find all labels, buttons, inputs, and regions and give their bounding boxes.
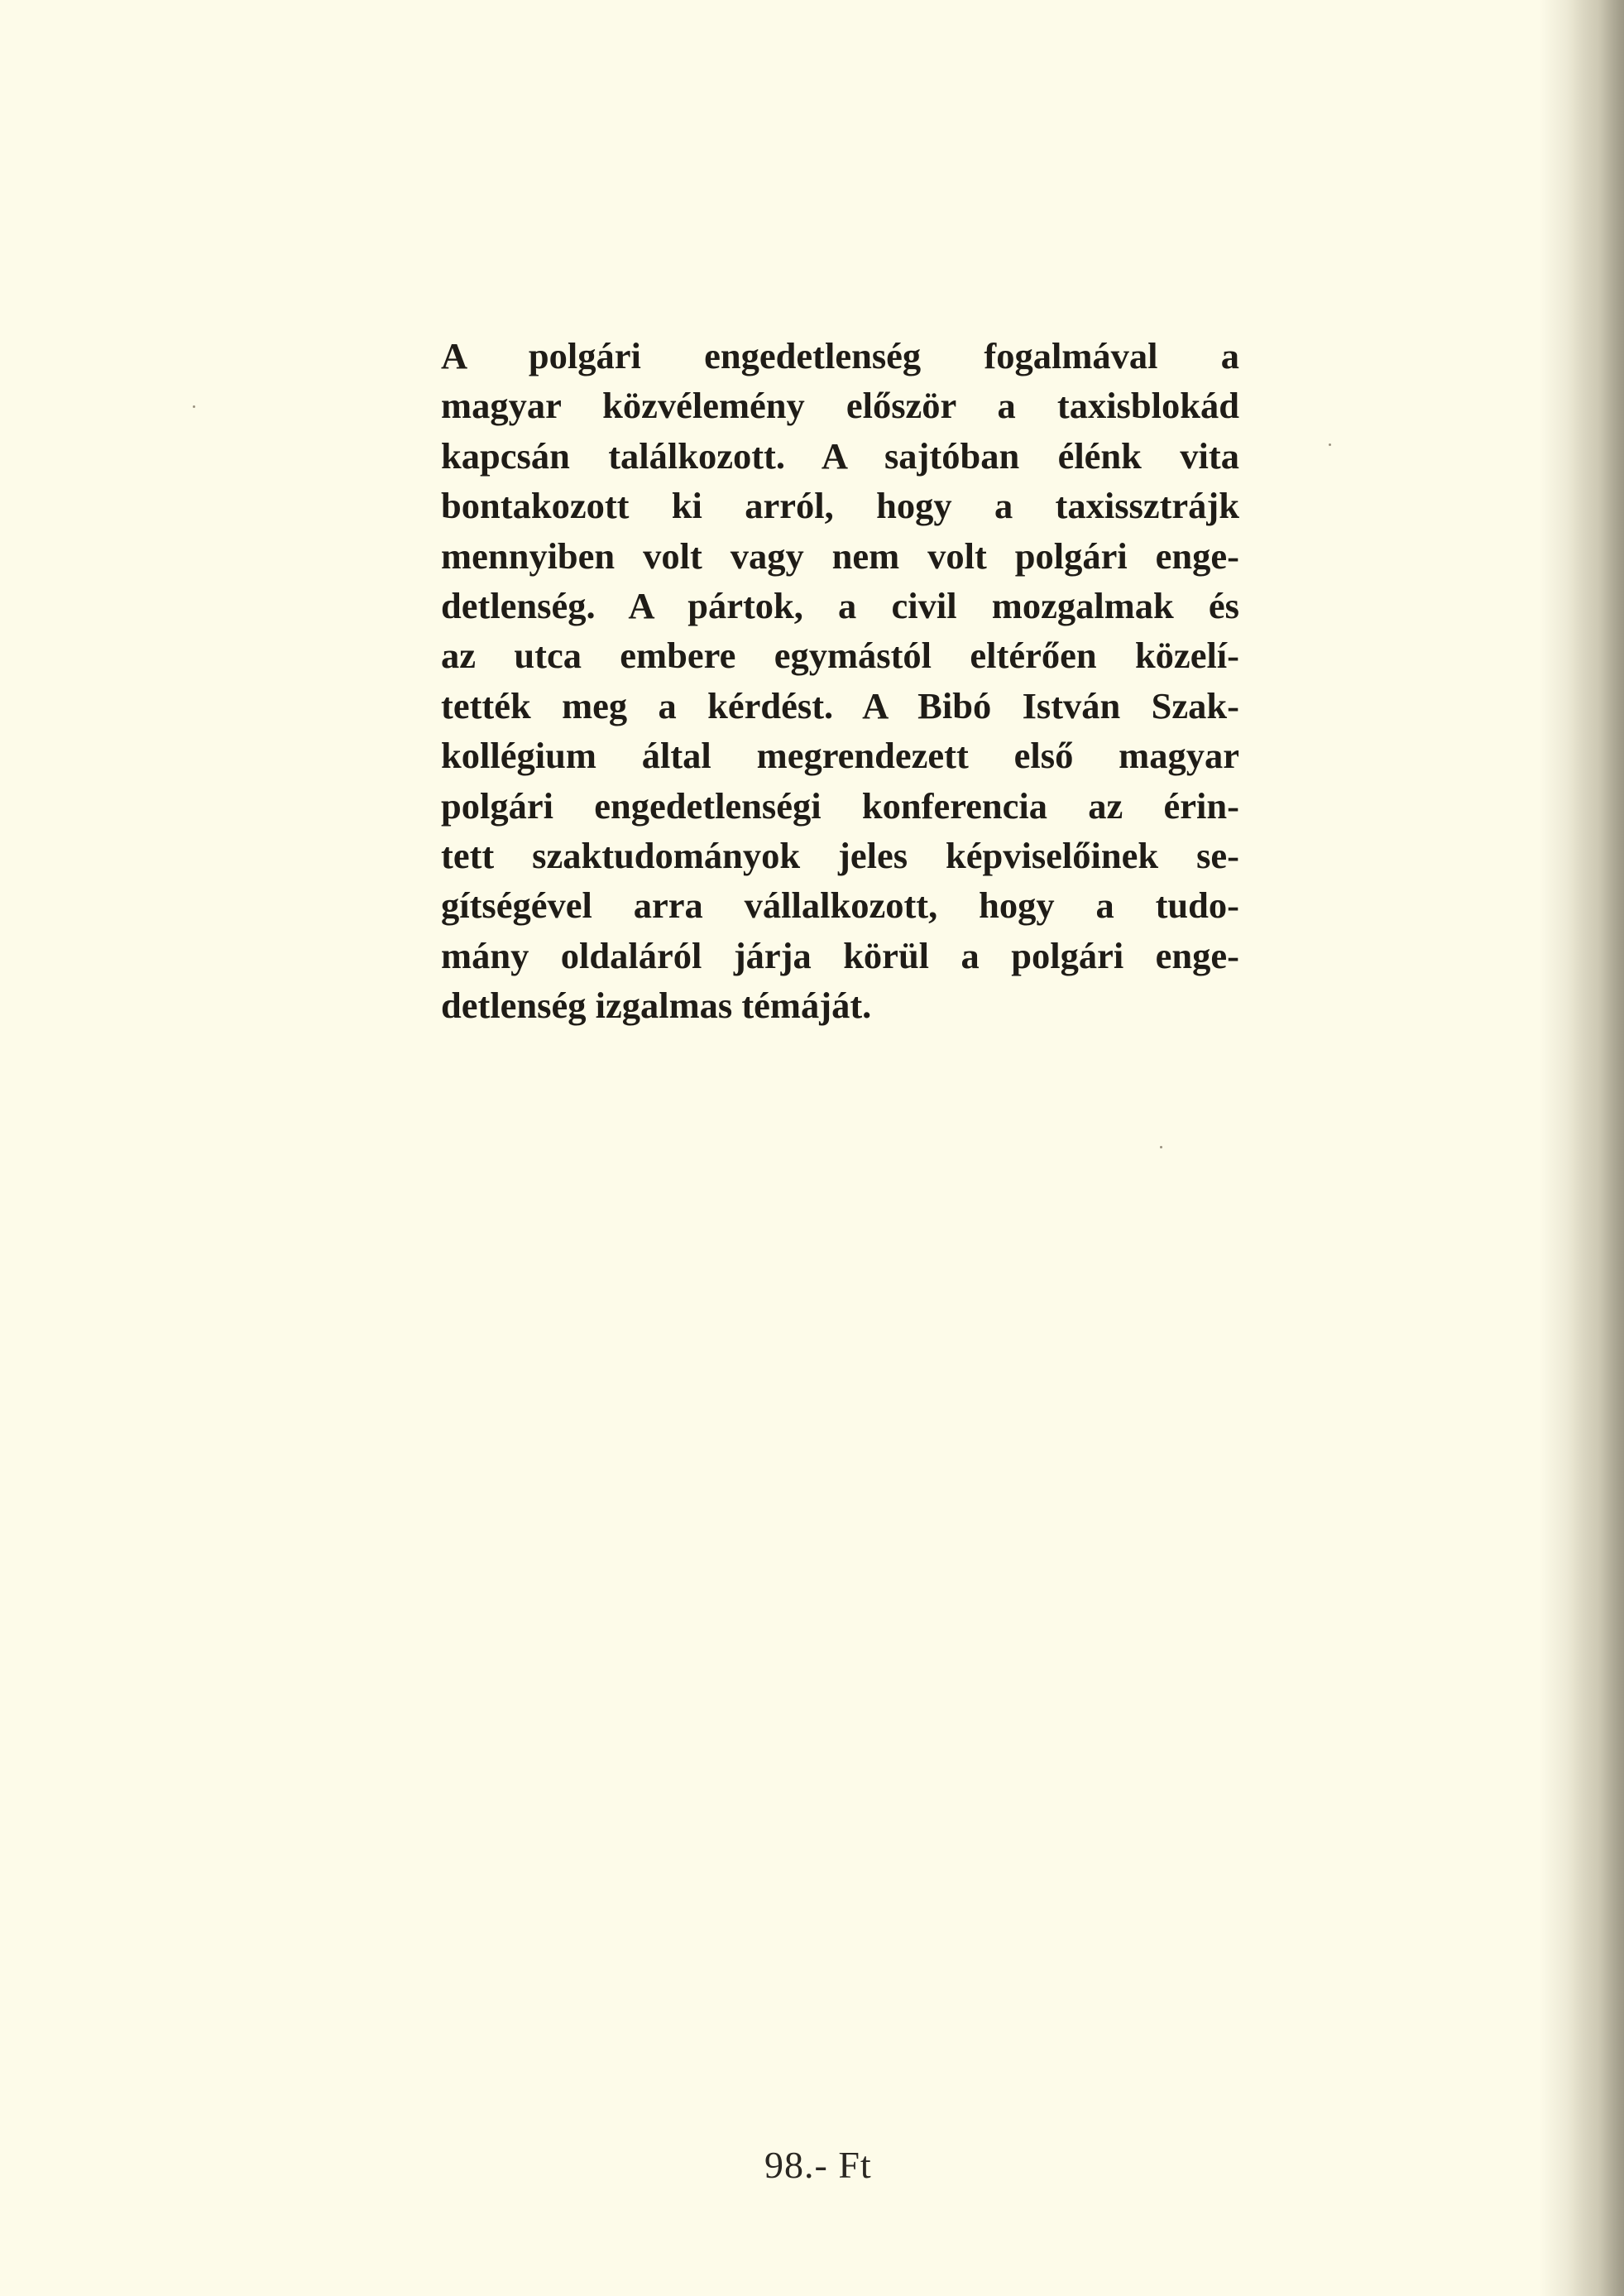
blurb-line: tették meg a kérdést. A Bibó István Szak-: [441, 684, 1239, 726]
blurb-line: kollégium által megrendezett első magyar: [441, 735, 1239, 777]
blurb-line: polgári engedetlenségi konferencia az érin-: [441, 784, 1239, 827]
blurb-line: mennyiben volt vagy nem volt polgári enge-: [441, 534, 1239, 577]
blurb-line: bontakozott ki arról, hogy a taxissztrájk: [441, 485, 1239, 527]
paper-speck: [1329, 443, 1331, 446]
blurb-line: detlenség. A pártok, a civil mozgalmak és: [441, 585, 1239, 627]
paper-speck: [193, 405, 195, 408]
blurb-line: magyar közvélemény először a taxisblokád: [441, 385, 1239, 427]
blurb-line: kapcsán találkozott. A sajtóban élénk vita: [441, 434, 1239, 477]
page-edge-shadow: [1566, 0, 1624, 2296]
price-label: 98.- Ft: [764, 2144, 872, 2186]
blurb-line: A polgári engedetlenség fogalmával a: [441, 335, 1239, 376]
blurb-line: tett szaktudományok jeles képviselőinek se-: [441, 835, 1239, 877]
blurb-line: az utca embere egymástól eltérően közelí-: [441, 635, 1239, 677]
back-cover-blurb: [441, 331, 1239, 1031]
blurb-line: detlenség izgalmas témáját.: [441, 985, 872, 1027]
blurb-line: gítségével arra vállalkozott, hogy a tudo-: [441, 884, 1239, 927]
blurb-line: mány oldaláról járja körül a polgári enge-: [441, 934, 1239, 976]
paper-speck: [1160, 1146, 1162, 1148]
